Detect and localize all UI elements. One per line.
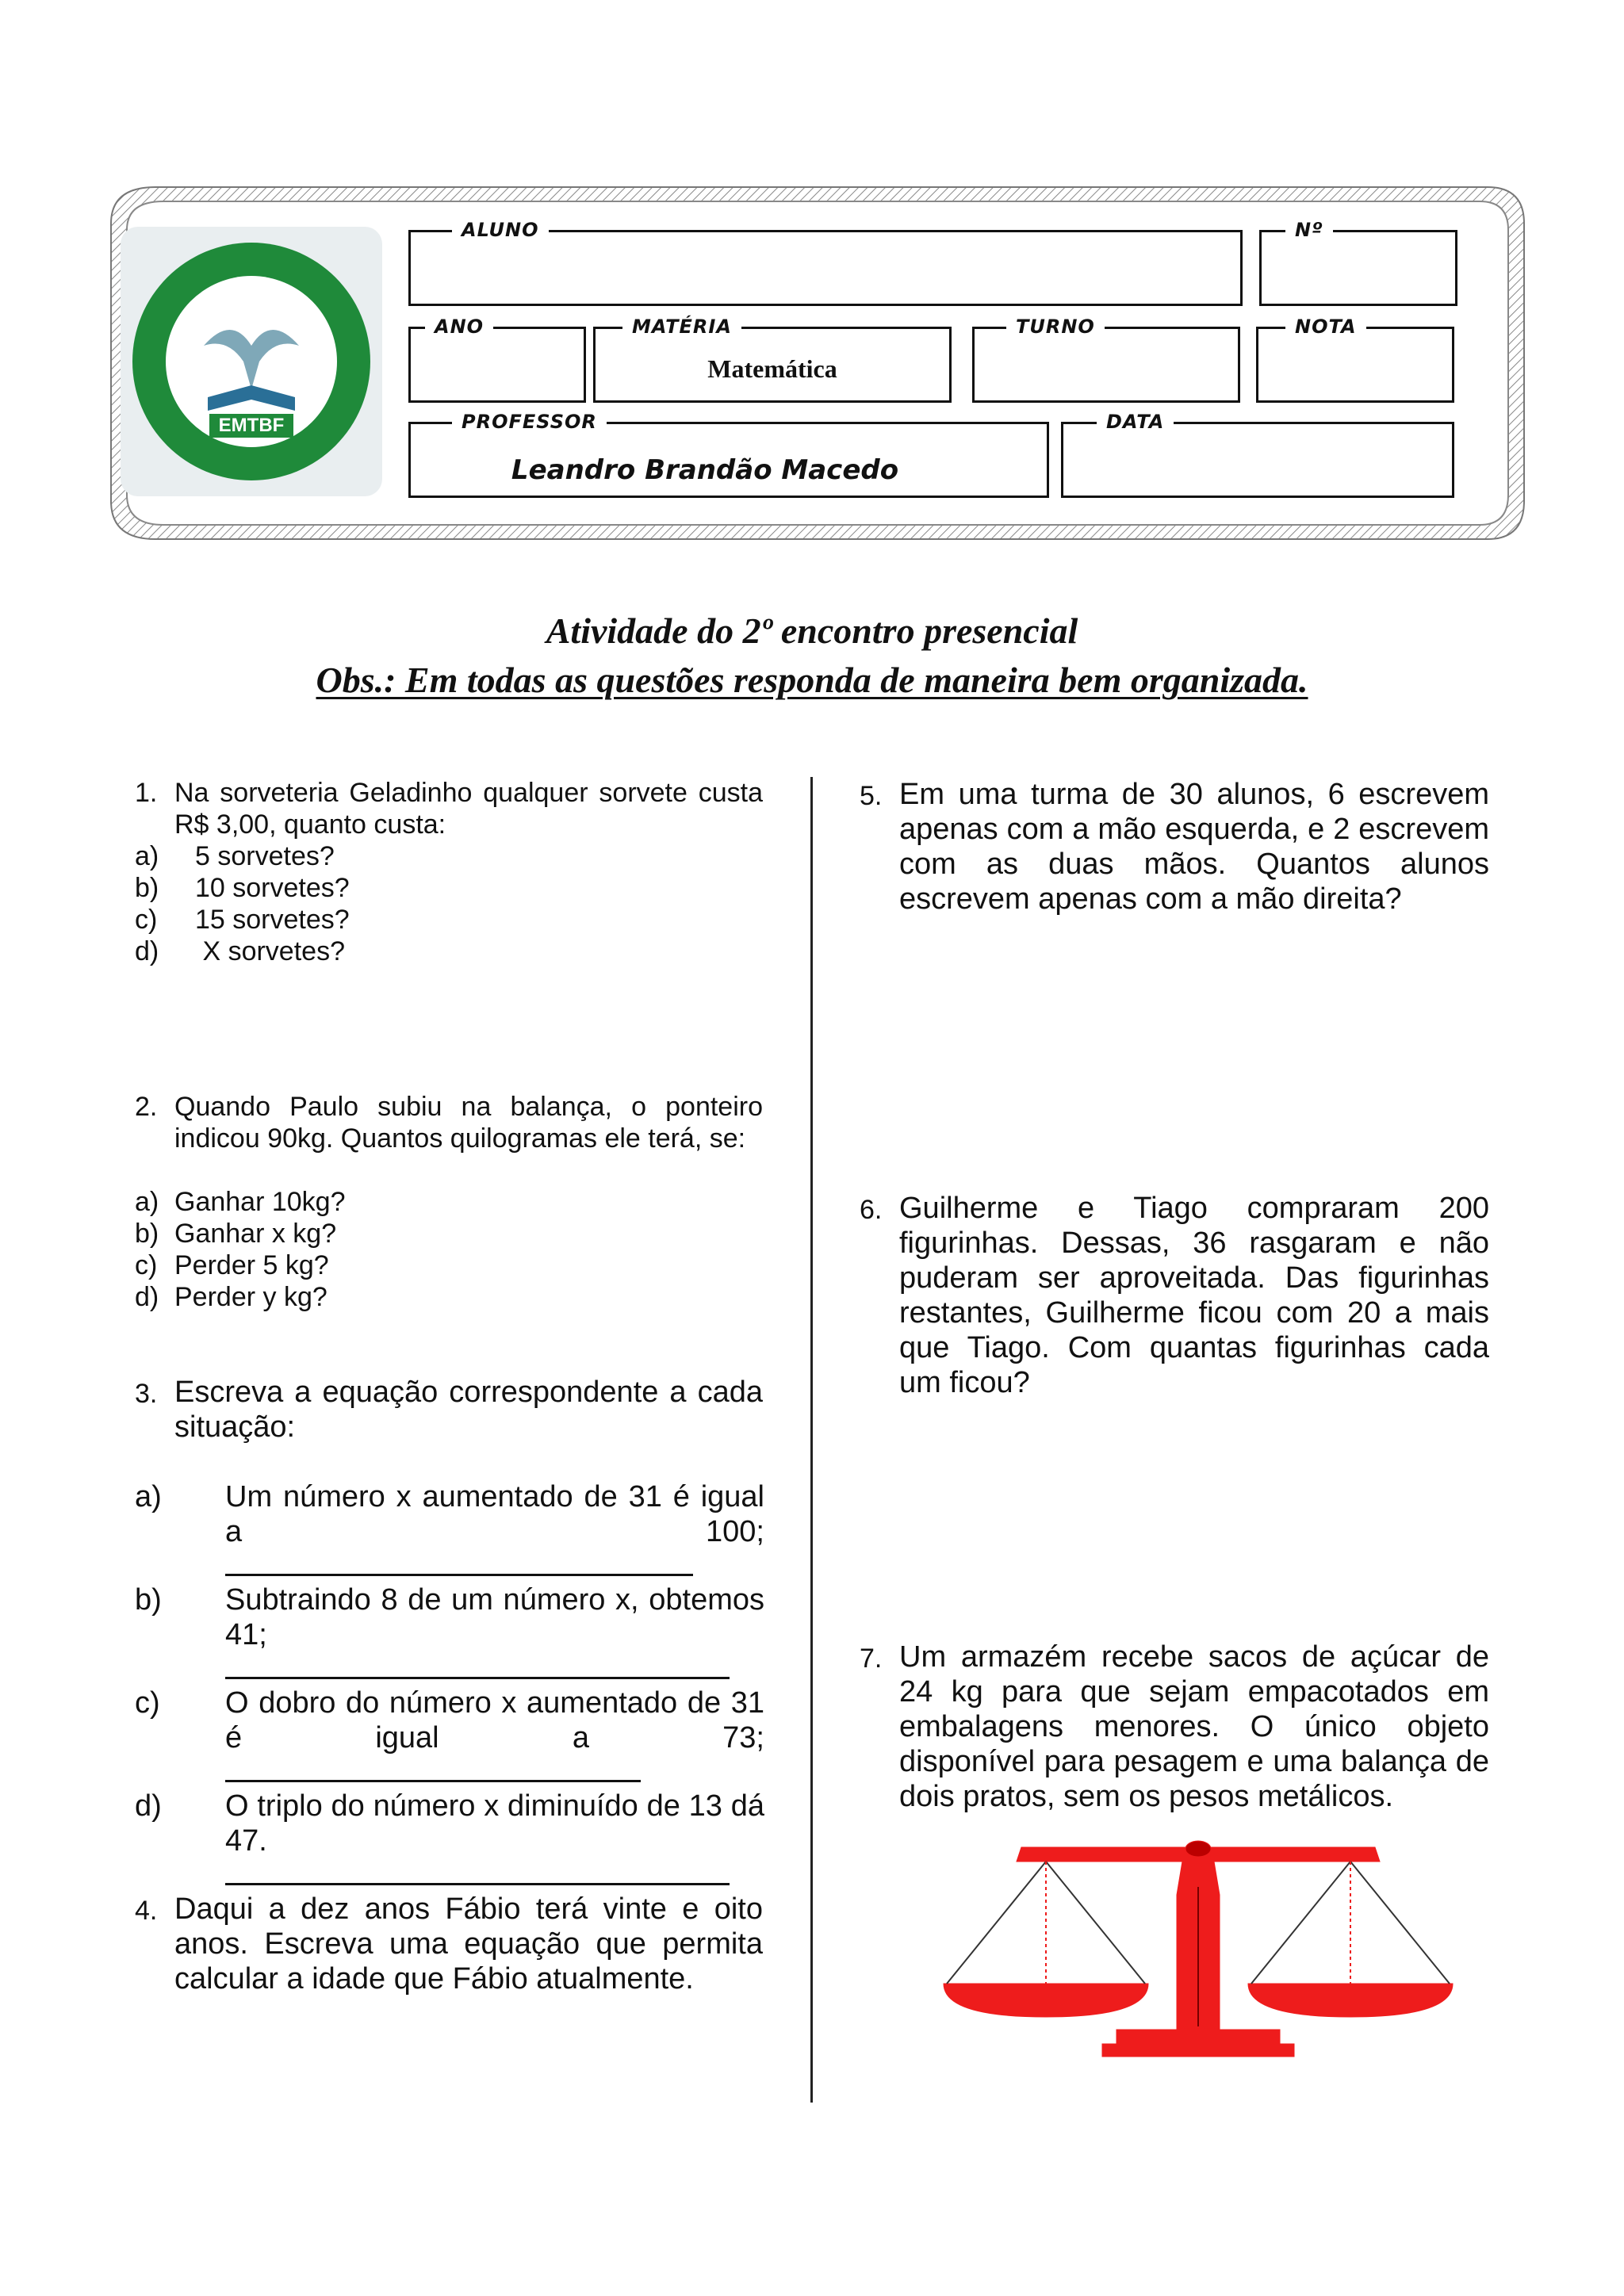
question-7-number: 7. [860, 1644, 883, 1674]
student-number-label: Nº [1285, 216, 1333, 243]
question-2 [135, 1091, 763, 1154]
option-text: 10 sorvetes? [195, 873, 350, 903]
subject-value: Matemática [707, 354, 837, 383]
option-letter: b) [135, 1583, 162, 1617]
school-logo [121, 227, 382, 496]
option-text: Um número x aumentado de 31 é igual a 100; [225, 1480, 764, 1548]
question-4-number: 4. [135, 1896, 158, 1926]
option-text: 15 sorvetes? [195, 905, 350, 935]
question-5 [860, 777, 1489, 916]
teacher-value: Leandro Brandão Macedo [511, 454, 899, 486]
option-letter: d) [135, 1789, 162, 1823]
answer-blank[interactable] [225, 1550, 693, 1576]
balance-scale-icon [936, 1839, 1459, 2061]
student-name-label: ALUNO [452, 216, 549, 243]
option-text: Perder y kg? [174, 1282, 327, 1312]
question-3-text: Escreva a equação correspondente a cada situação: [174, 1376, 763, 1444]
question-6 [860, 1191, 1489, 1400]
option-letter: b) [135, 873, 159, 903]
question-7-text: Um armazém recebe sacos de açúcar de 24 kg para que sejam empacotados em embalagens menores. O único objeto disponível para pesagem e uma balança de dois pratos, sem os pesos metálicos. [899, 1640, 1489, 1813]
year-field[interactable] [408, 316, 586, 403]
question-3-option-b [135, 1582, 764, 1687]
question-1 [135, 777, 763, 840]
question-5-number: 5. [860, 781, 883, 811]
activity-title: Atividade do 2º encontro presencial [546, 610, 1078, 651]
subject-field[interactable] [593, 316, 952, 403]
question-2-text: Quando Paulo subiu na balança, o ponteiro indicou 90kg. Quantos quilogramas ele terá, se: [174, 1092, 763, 1154]
option-letter: c) [135, 1686, 160, 1720]
shift-field[interactable] [972, 316, 1240, 403]
option-letter: b) [135, 1219, 159, 1249]
option-letter: a) [135, 1480, 162, 1513]
subject-label: MATÉRIA [622, 313, 741, 340]
question-3-number: 3. [135, 1379, 158, 1409]
question-3-option-d [135, 1789, 764, 1893]
option-text: O triplo do número x diminuído de 13 dá 47. [225, 1789, 764, 1858]
question-6-number: 6. [860, 1195, 883, 1225]
question-4 [135, 1892, 763, 1996]
option-letter: a) [135, 841, 159, 871]
question-3-option-a [135, 1479, 764, 1584]
question-1-text: Na sorveteria Geladinho qualquer sorvete custa R$ 3,00, quanto custa: [174, 778, 763, 840]
activity-instructions [0, 658, 1624, 702]
option-letter: d) [135, 936, 159, 966]
question-4-text: Daqui a dez anos Fábio terá vinte e oito anos. Escreva uma equação que permita calcular a idade que Fábio atualmente. [174, 1892, 763, 1996]
year-label: ANO [425, 313, 493, 340]
student-name-field[interactable] [408, 219, 1243, 306]
question-5-text: Em uma turma de 30 alunos, 6 escrevem apenas com a mão esquerda, e 2 escrevem com as duas mãos. Quantos alunos escrevem apenas com a mão direita? [899, 778, 1489, 916]
option-text: Ganhar 10kg? [174, 1187, 346, 1217]
option-text: Ganhar x kg? [174, 1219, 337, 1249]
option-text: O dobro do número x aumentado de 31 é igual a 73; [225, 1686, 764, 1755]
option-letter: a) [135, 1187, 159, 1217]
option-text: 5 sorvetes? [195, 841, 335, 871]
question-3 [135, 1375, 763, 1445]
option-text: X sorvetes? [195, 936, 345, 966]
column-divider [810, 777, 813, 2103]
question-7 [860, 1640, 1489, 1814]
shift-label: TURNO [1006, 313, 1105, 340]
teacher-label: PROFESSOR [452, 408, 607, 435]
question-2-number: 2. [135, 1092, 158, 1122]
question-1-number: 1. [135, 778, 158, 808]
option-letter: c) [135, 905, 158, 935]
option-letter: d) [135, 1282, 159, 1312]
answer-blank[interactable] [225, 1756, 641, 1782]
answer-blank[interactable] [225, 1859, 730, 1885]
option-text: Perder 5 kg? [174, 1250, 329, 1280]
answer-blank[interactable] [225, 1653, 730, 1679]
date-label: DATA [1097, 408, 1174, 435]
logo-acronym: EMTBF [218, 415, 285, 436]
question-3-option-c [135, 1686, 764, 1790]
question-6-text: Guilherme e Tiago compraram 200 figurinhas. Dessas, 36 rasgaram e não puderam ser aproveitada. Das figurinhas restantes, Guilherme ficou com 20 a mais que Tiago. Com quantas figurinhas cada um ficou? [899, 1192, 1489, 1399]
grade-field[interactable] [1256, 316, 1454, 403]
student-number-field[interactable] [1259, 219, 1457, 306]
grade-label: NOTA [1285, 313, 1366, 340]
option-text: Subtraindo 8 de um número x, obtemos 41; [225, 1583, 764, 1651]
activity-instructions-text: Obs.: Em todas as questões responda de maneira bem organizada. [316, 660, 1308, 700]
teacher-field[interactable] [408, 411, 1049, 498]
option-letter: c) [135, 1250, 158, 1280]
date-field[interactable] [1061, 411, 1454, 498]
